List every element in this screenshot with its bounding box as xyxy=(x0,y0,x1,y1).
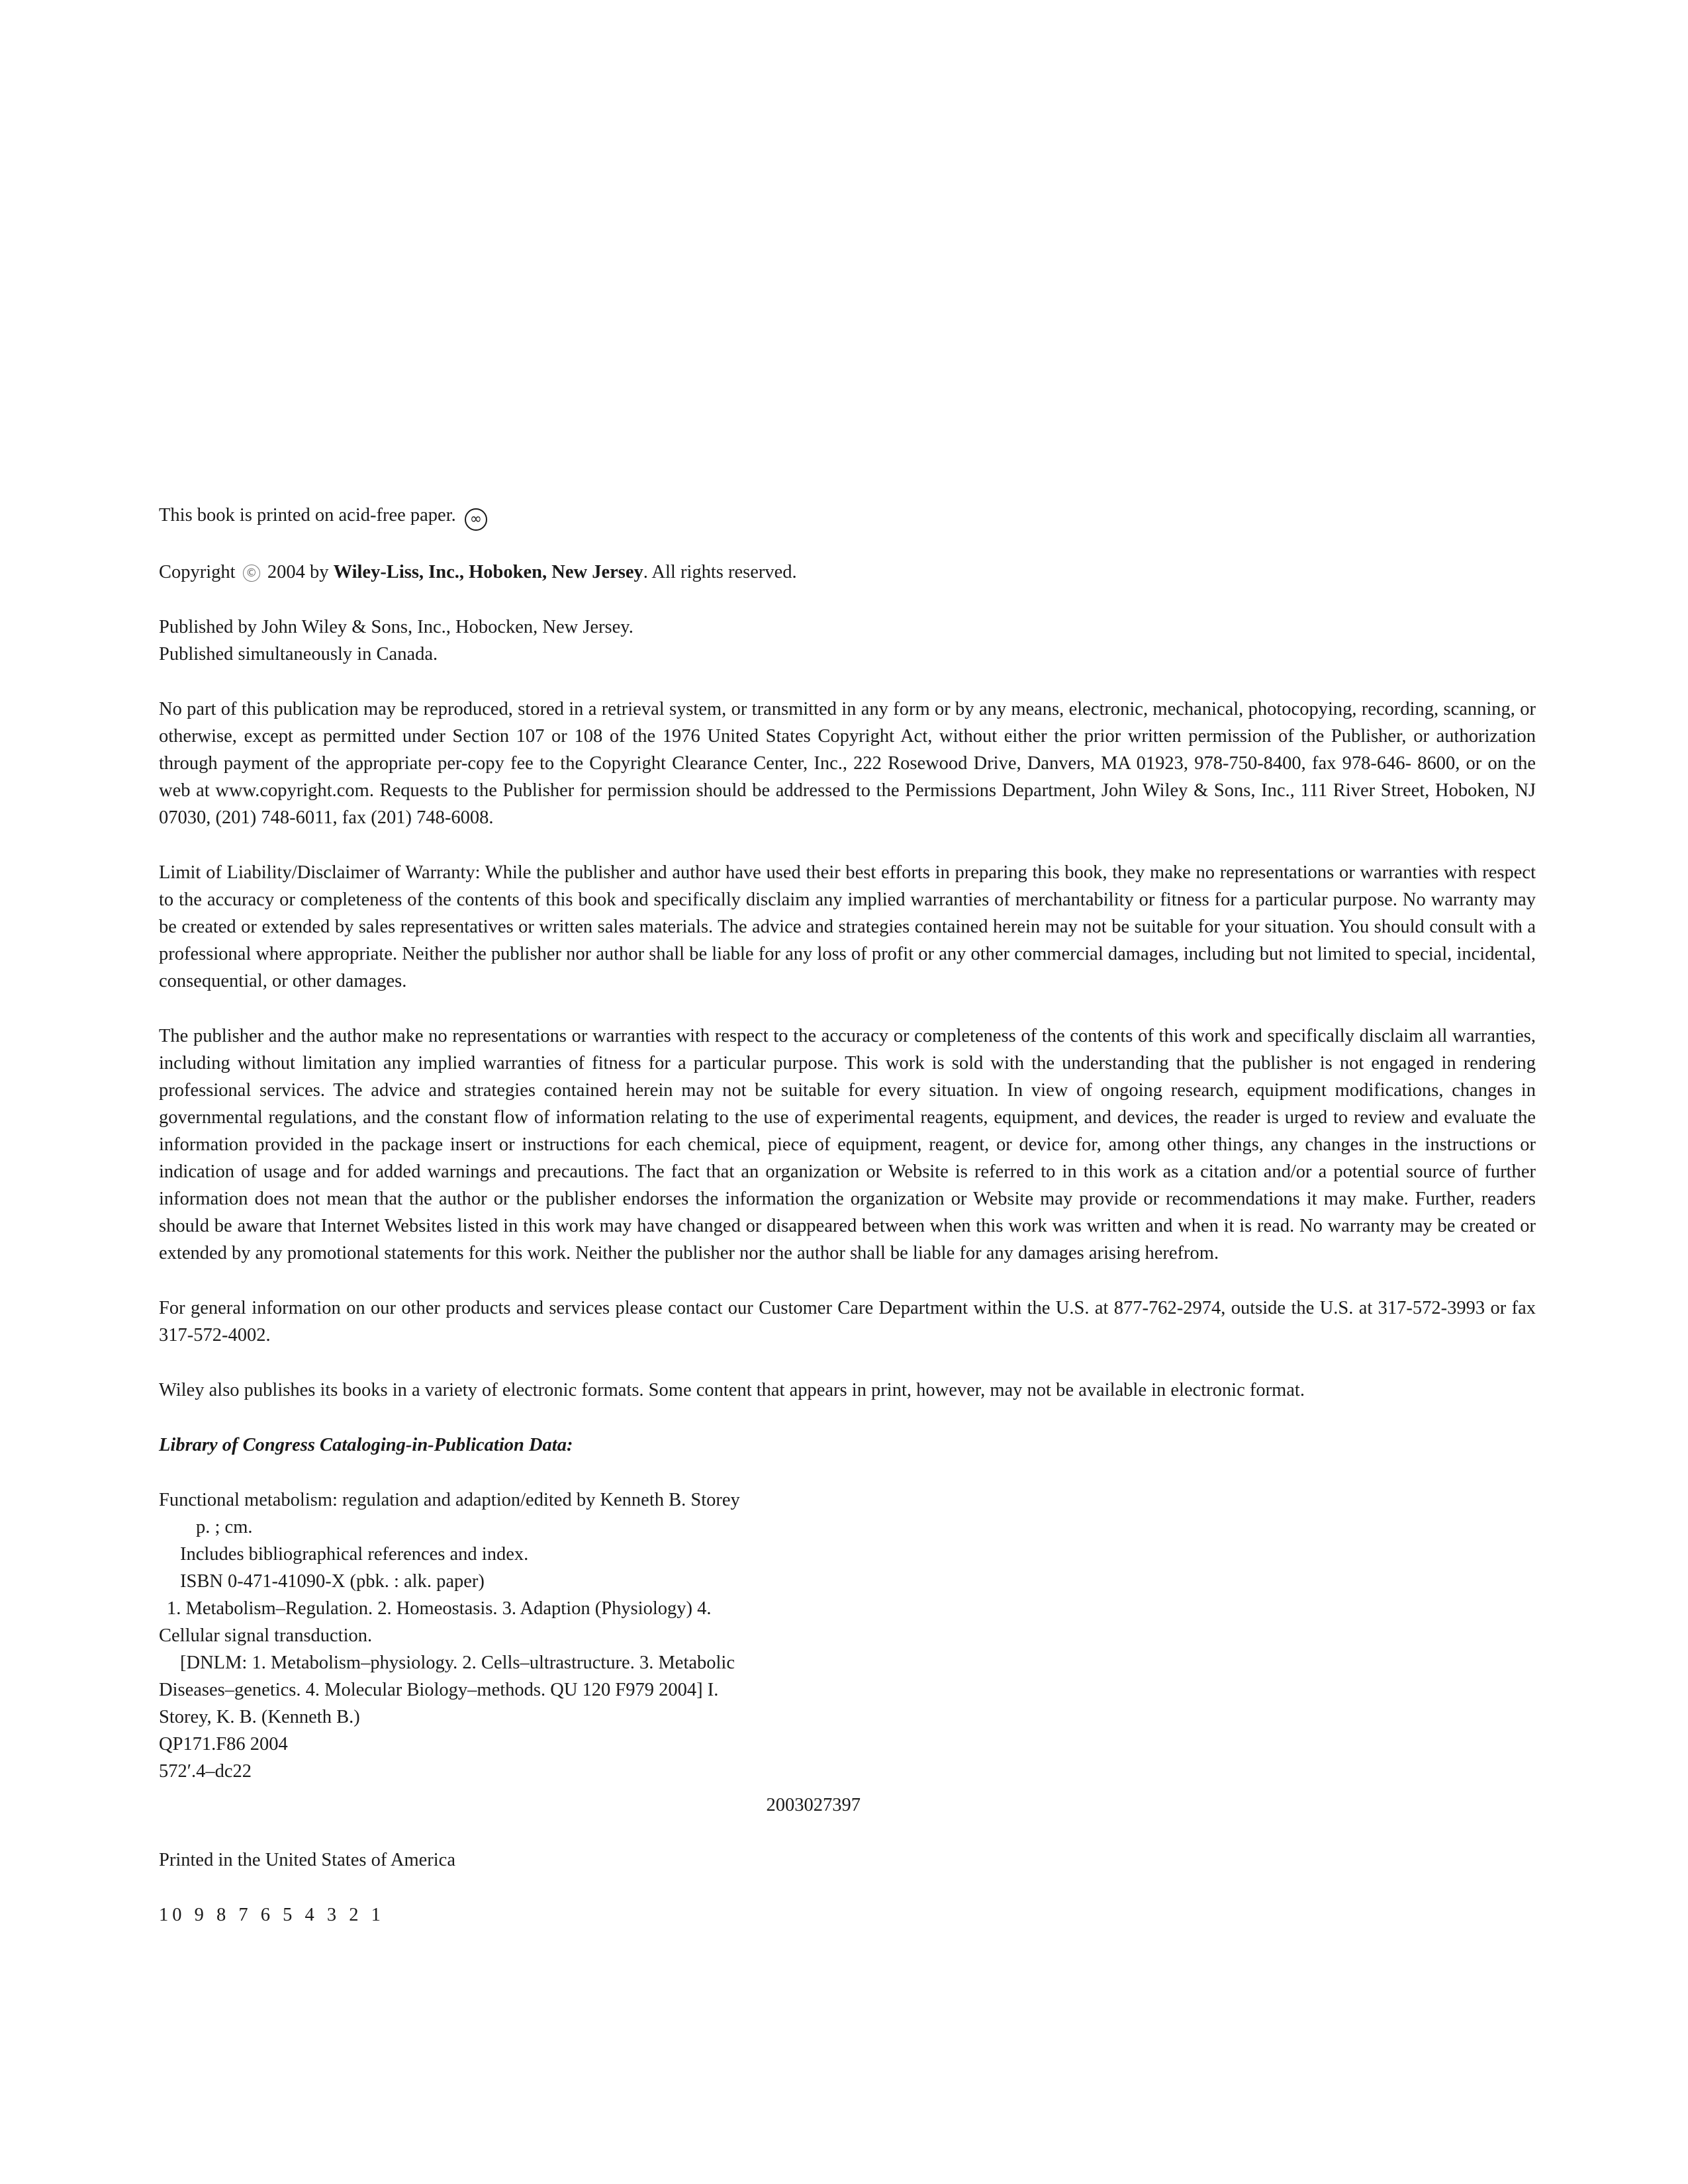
printing-number-line: 10 9 8 7 6 5 4 3 2 1 xyxy=(159,1905,385,1925)
acid-free-statement xyxy=(159,502,1536,531)
copyright-prefix: Copyright xyxy=(159,562,236,582)
cip-line: p. ; cm. xyxy=(196,1517,253,1537)
electronic-formats-paragraph: Wiley also publishes its books in a variety of electronic formats. Some content that appears in print, however, may not be available in electronic format. xyxy=(159,1380,1305,1400)
cip-line: Diseases–genetics. 4. Molecular Biology–methods. QU 120 F979 2004] I. xyxy=(159,1680,719,1700)
published-by: Published by John Wiley & Sons, Inc., Hobocken, New Jersey. xyxy=(159,617,633,637)
cip-heading: Library of Congress Cataloging-in-Publication Data: xyxy=(159,1435,573,1455)
cip-line: QP171.F86 2004 xyxy=(159,1734,288,1754)
cip-line: Includes bibliographical references and index. xyxy=(180,1544,529,1565)
page-content xyxy=(159,502,1536,1929)
publication-info xyxy=(159,614,1536,668)
copyright-line xyxy=(159,559,1536,586)
cip-line: 1. Metabolism–Regulation. 2. Homeostasis. 3. Adaption (Physiology) 4. xyxy=(167,1598,712,1619)
copyright-holder: Wiley-Liss, Inc., Hoboken, New Jersey xyxy=(333,562,643,582)
printed-in-line: Printed in the United States of America xyxy=(159,1850,455,1870)
cip-line: Storey, K. B. (Kenneth B.) xyxy=(159,1707,360,1727)
cip-data-block xyxy=(159,1486,861,1819)
cip-line: Functional metabolism: regulation and adaption/edited by Kenneth B. Storey xyxy=(159,1490,740,1510)
rights-paragraph: No part of this publication may be reproduced, stored in a retrieval system, or transmitted in any form or by any means, electronic, mechanical, photocopying, recording, scanning, or otherwise, except as permitted under Section 107 or 108 of the 1976 United States Copyright Act, without either the prior written permission of the Publisher, or authorization through payment of the appropriate per-copy fee to the Copyright Clearance Center, Inc., 222 Rosewood Drive, Danvers, MA 01923, 978-750-8400, fax 978-646- 8600, or on the web at www.copyright.com. Requests to the Publisher for permission should be addressed to the Permissions Department, John Wiley & Sons, Inc., 111 River Street, Hoboken, NJ 07030, (201) 748-6011, fax (201) 748-6008. xyxy=(159,699,1536,828)
acid-free-text: This book is printed on acid-free paper. xyxy=(159,505,456,525)
disclaimer-paragraph: The publisher and the author make no representations or warranties with respect to the accuracy or completeness of the contents of this work and specifically disclaim all warranties, including without limitation any implied warranties of fitness for a particular purpose. This work is sold with the understanding that the publisher is not engaged in rendering professional services. The advice and strategies contained herein may not be suitable for every situation. In view of ongoing research, equipment modifications, changes in governmental regulations, and the constant flow of information relating to the use of experimental reagents, equipment, and devices, the reader is urged to review and evaluate the information provided in the package insert or instructions for each chemical, piece of equipment, reagent, or device for, among other things, any changes in the instructions or indication of usage and for added warnings and precautions. The fact that an organization or Website is referred to in this work as a citation and/or a potential source of further information does not mean that the author or the publisher endorses the information the organization or Website may provide or recommendations it may make. Further, readers should be aware that Internet Websites listed in this work may have changed or disappeared between when this work was written and when it is read. No warranty may be created or extended by any promotional statements for this work. Neither the publisher nor the author shall be liable for any damages arising herefrom. xyxy=(159,1026,1536,1263)
cip-line: Cellular signal transduction. xyxy=(159,1625,373,1646)
cip-line: [DNLM: 1. Metabolism–physiology. 2. Cells–ultrastructure. 3. Metabolic xyxy=(180,1653,735,1673)
liability-paragraph: Limit of Liability/Disclaimer of Warranty: While the publisher and author have used their best efforts in preparing this book, they make no representations or warranties with respect to the accuracy or completeness of the contents of this book and specifically disclaim any implied warranties of merchantability or fitness for a particular purpose. No warranty may be created or extended by sales representatives or written sales materials. The advice and strategies contained herein may not be suitable for your situation. You should consult with a professional where appropriate. Neither the publisher nor author shall be liable for any loss of profit or any other commercial damages, including but not limited to special, incidental, consequential, or other damages. xyxy=(159,862,1536,991)
lccn-number: 2003027397 xyxy=(766,1795,861,1815)
infinity-icon: ∞ xyxy=(465,508,487,531)
contact-paragraph: For general information on our other products and services please contact our Customer Care Department within the U.S. at 877-762-2974, outside the U.S. at 317-572-3993 or fax 317-572-4002. xyxy=(159,1298,1536,1345)
published-canada: Published simultaneously in Canada. xyxy=(159,644,438,664)
copyright-year: 2004 by xyxy=(267,562,329,582)
copyright-icon: © xyxy=(243,565,260,582)
cip-line: 572′.4–dc22 xyxy=(159,1761,252,1782)
copyright-suffix: . All rights reserved. xyxy=(643,562,797,582)
cip-line: ISBN 0-471-41090-X (pbk. : alk. paper) xyxy=(180,1571,485,1592)
